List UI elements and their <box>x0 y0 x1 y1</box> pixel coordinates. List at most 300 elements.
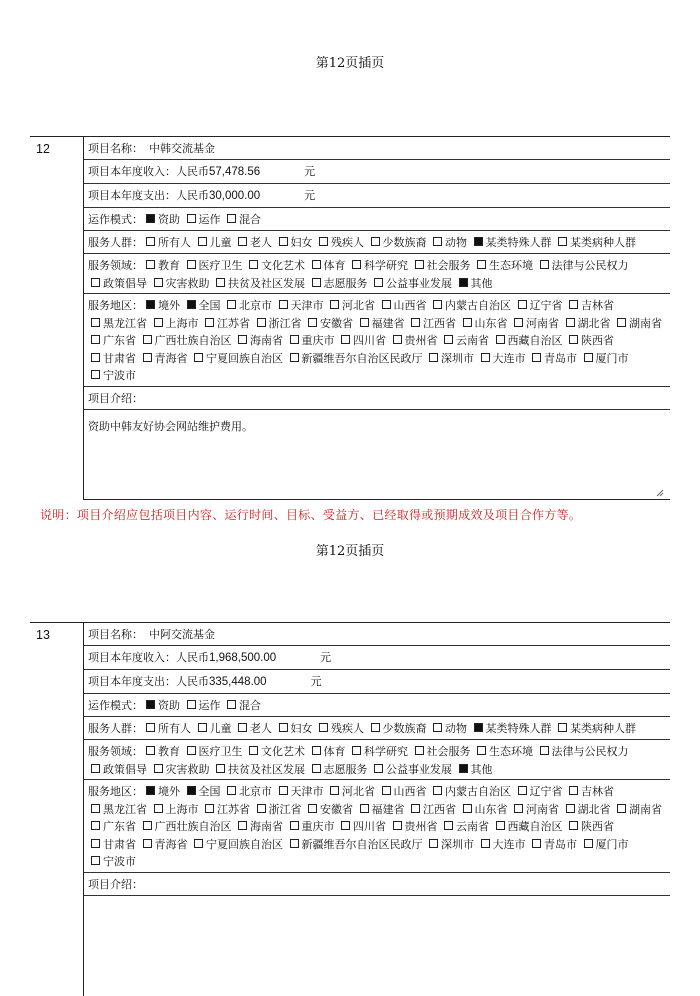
checkbox-icon[interactable] <box>290 839 299 848</box>
checkbox-icon[interactable] <box>227 214 236 223</box>
project-name[interactable]: 中阿交流基金 <box>149 628 215 641</box>
checkbox-icon[interactable] <box>227 700 236 709</box>
checkbox-icon[interactable] <box>91 353 100 362</box>
region-option[interactable] <box>511 803 559 816</box>
checkbox-icon[interactable] <box>444 335 453 344</box>
region-option[interactable] <box>478 838 526 851</box>
checkbox-icon[interactable] <box>477 746 486 755</box>
checkbox-checked-icon[interactable] <box>146 300 155 309</box>
region-option[interactable] <box>140 334 232 347</box>
checkbox-icon[interactable] <box>143 335 152 344</box>
group-option[interactable] <box>235 722 272 735</box>
checkbox-icon[interactable] <box>146 723 155 732</box>
checkbox-icon[interactable] <box>154 764 163 773</box>
group-option[interactable] <box>143 722 191 735</box>
checkbox-icon[interactable] <box>257 804 266 813</box>
region-option[interactable] <box>235 334 283 347</box>
option-label: 黑龙江省 <box>103 316 147 330</box>
checkbox-icon[interactable] <box>205 318 214 327</box>
option-label: 内蒙古自治区 <box>445 299 511 312</box>
region-option[interactable] <box>88 334 136 347</box>
group-option[interactable] <box>235 236 272 249</box>
checkbox-icon[interactable] <box>514 804 523 813</box>
region-option[interactable] <box>430 785 511 798</box>
checkbox-icon[interactable] <box>257 318 266 327</box>
field-option[interactable] <box>349 745 408 758</box>
checkbox-checked-icon[interactable] <box>187 786 196 795</box>
region-option[interactable] <box>184 299 221 312</box>
checkbox-icon[interactable] <box>540 260 549 269</box>
checkbox-icon[interactable] <box>330 300 339 309</box>
resize-handle-icon[interactable] <box>656 489 664 497</box>
region-option[interactable] <box>287 352 423 365</box>
region-option[interactable] <box>379 785 427 798</box>
field-option[interactable] <box>88 277 147 290</box>
checkbox-icon[interactable] <box>91 278 100 287</box>
checkbox-icon[interactable] <box>143 839 152 848</box>
option-label: 西藏自治区 <box>507 334 563 347</box>
mode-option[interactable] <box>143 699 180 712</box>
checkbox-icon[interactable] <box>341 335 350 344</box>
income-value[interactable]: 57,478.56 <box>209 166 261 178</box>
checkbox-icon[interactable] <box>584 353 593 362</box>
checkbox-icon[interactable] <box>312 764 321 773</box>
checkbox-icon[interactable] <box>198 723 207 732</box>
region-option[interactable] <box>184 785 221 798</box>
checkbox-icon[interactable] <box>91 839 100 848</box>
region-option[interactable] <box>235 820 283 833</box>
field-option[interactable] <box>412 745 471 758</box>
checkbox-icon[interactable] <box>496 821 505 830</box>
checkbox-icon[interactable] <box>194 353 203 362</box>
region-option[interactable] <box>566 334 614 347</box>
field-option[interactable] <box>474 259 533 272</box>
checkbox-icon[interactable] <box>308 804 317 813</box>
checkbox-icon[interactable] <box>290 821 299 830</box>
checkbox-icon[interactable] <box>433 786 442 795</box>
group-option[interactable] <box>368 236 427 249</box>
option-label: 资助 <box>158 213 180 226</box>
region-option[interactable] <box>287 838 423 851</box>
checkbox-icon[interactable] <box>360 318 369 327</box>
checkbox-checked-icon[interactable] <box>146 786 155 795</box>
region-option[interactable] <box>390 820 438 833</box>
region-option[interactable] <box>224 785 272 798</box>
checkbox-icon[interactable] <box>558 237 567 246</box>
checkbox-icon[interactable] <box>429 839 438 848</box>
group-option[interactable] <box>195 236 232 249</box>
checkbox-icon[interactable] <box>194 839 203 848</box>
checkbox-checked-icon[interactable] <box>187 300 196 309</box>
checkbox-icon[interactable] <box>569 300 578 309</box>
region-option[interactable] <box>566 820 614 833</box>
region-option[interactable] <box>254 317 302 330</box>
checkbox-icon[interactable] <box>146 237 155 246</box>
name-row <box>84 623 670 646</box>
checkbox-icon[interactable] <box>154 804 163 813</box>
region-option[interactable] <box>88 838 136 851</box>
region-option[interactable] <box>529 838 577 851</box>
checkbox-icon[interactable] <box>279 786 288 795</box>
checkbox-icon[interactable] <box>411 318 420 327</box>
checkbox-icon[interactable] <box>205 804 214 813</box>
option-label: 宁夏回族自治区 <box>206 837 283 851</box>
option-label: 妇女 <box>290 236 313 249</box>
checkbox-icon[interactable] <box>429 353 438 362</box>
checkbox-icon[interactable] <box>216 764 225 773</box>
checkbox-icon[interactable] <box>371 237 380 246</box>
checkbox-icon[interactable] <box>91 370 100 379</box>
field-option[interactable] <box>309 763 368 776</box>
checkbox-icon[interactable] <box>382 300 391 309</box>
option-label: 所有人 <box>158 722 191 735</box>
region-option[interactable] <box>581 352 629 365</box>
checkbox-icon[interactable] <box>558 723 567 732</box>
field-option[interactable] <box>474 745 533 758</box>
checkbox-icon[interactable] <box>532 353 541 362</box>
region-option[interactable] <box>151 317 199 330</box>
checkbox-icon[interactable] <box>463 318 472 327</box>
region-option[interactable] <box>305 317 353 330</box>
checkbox-icon[interactable] <box>143 821 152 830</box>
expense-value[interactable]: 335,448.00 <box>209 676 267 688</box>
checkbox-icon[interactable] <box>187 746 196 755</box>
option-label: 境外 <box>158 785 180 798</box>
group-option[interactable] <box>143 236 191 249</box>
checkbox-icon[interactable] <box>319 723 328 732</box>
checkbox-icon[interactable] <box>91 856 100 865</box>
checkbox-icon[interactable] <box>91 804 100 813</box>
field-option[interactable] <box>371 277 452 290</box>
checkbox-checked-icon[interactable] <box>474 723 483 732</box>
checkbox-icon[interactable] <box>433 300 442 309</box>
checkbox-icon[interactable] <box>91 335 100 344</box>
group-option[interactable] <box>430 236 467 249</box>
region-option[interactable] <box>515 785 563 798</box>
checkbox-icon[interactable] <box>569 821 578 830</box>
name-label: 项目名称： <box>88 142 143 155</box>
checkbox-icon[interactable] <box>312 278 321 287</box>
option-label: 青海省 <box>154 837 188 851</box>
checkbox-icon[interactable] <box>91 764 100 773</box>
checkbox-icon[interactable] <box>290 335 299 344</box>
region-option[interactable] <box>441 334 489 347</box>
option-label: 志愿服务 <box>323 276 368 290</box>
checkbox-icon[interactable] <box>433 237 442 246</box>
field-option[interactable] <box>456 763 493 776</box>
field-option[interactable] <box>309 277 368 290</box>
group-option[interactable] <box>471 236 552 249</box>
checkbox-icon[interactable] <box>143 353 152 362</box>
intro-textarea[interactable] <box>84 896 670 994</box>
option-label: 全国 <box>198 785 221 798</box>
checkbox-icon[interactable] <box>238 723 247 732</box>
checkbox-icon[interactable] <box>463 804 472 813</box>
checkbox-icon[interactable] <box>279 300 288 309</box>
field-option[interactable] <box>88 763 147 776</box>
option-label: 老人 <box>250 722 272 735</box>
field-option[interactable] <box>349 259 408 272</box>
checkbox-icon[interactable] <box>227 786 236 795</box>
region-option[interactable] <box>515 299 563 312</box>
expense-row <box>84 670 670 694</box>
checkbox-icon[interactable] <box>566 318 575 327</box>
region-option[interactable] <box>88 855 136 868</box>
checkbox-icon[interactable] <box>382 786 391 795</box>
option-label: 宁波市 <box>103 369 136 382</box>
region-option[interactable] <box>254 803 302 816</box>
region-option[interactable] <box>408 803 456 816</box>
group-option[interactable] <box>471 722 552 735</box>
field-option[interactable] <box>309 745 346 758</box>
income-value[interactable]: 1,968,500.00 <box>209 652 277 664</box>
region-option[interactable] <box>191 352 283 365</box>
checkbox-icon[interactable] <box>477 260 486 269</box>
checkbox-icon[interactable] <box>187 700 196 709</box>
checkbox-icon[interactable] <box>411 804 420 813</box>
checkbox-icon[interactable] <box>532 839 541 848</box>
region-option[interactable] <box>379 299 427 312</box>
checkbox-icon[interactable] <box>393 821 402 830</box>
group-option[interactable] <box>368 722 427 735</box>
field-option[interactable] <box>456 277 493 290</box>
checkbox-icon[interactable] <box>374 764 383 773</box>
region-option[interactable] <box>88 352 136 365</box>
checkbox-icon[interactable] <box>279 723 288 732</box>
checkbox-icon[interactable] <box>308 318 317 327</box>
group-option[interactable] <box>276 236 313 249</box>
checkbox-icon[interactable] <box>227 300 236 309</box>
mode-option[interactable] <box>143 213 180 226</box>
project-name[interactable]: 中韩交流基金 <box>149 142 215 155</box>
region-option[interactable] <box>140 352 188 365</box>
region-option[interactable] <box>529 352 577 365</box>
region-option[interactable] <box>478 352 526 365</box>
region-option[interactable] <box>357 317 405 330</box>
checkbox-icon[interactable] <box>330 786 339 795</box>
checkbox-icon[interactable] <box>146 746 155 755</box>
option-label: 北京市 <box>239 299 272 312</box>
option-label: 全国 <box>198 299 221 312</box>
checkbox-icon[interactable] <box>341 821 350 830</box>
checkbox-icon[interactable] <box>415 746 424 755</box>
checkbox-icon[interactable] <box>312 746 321 755</box>
checkbox-icon[interactable] <box>393 335 402 344</box>
region-option[interactable] <box>327 785 375 798</box>
region-option[interactable] <box>357 803 405 816</box>
checkbox-icon[interactable] <box>518 300 527 309</box>
option-label: 江苏省 <box>217 802 250 816</box>
checkbox-icon[interactable] <box>91 821 100 830</box>
option-label: 广东省 <box>103 334 136 347</box>
group-option[interactable] <box>316 722 364 735</box>
region-option[interactable] <box>202 317 250 330</box>
region-option[interactable] <box>327 299 375 312</box>
region-option[interactable] <box>151 803 199 816</box>
checkbox-icon[interactable] <box>569 335 578 344</box>
region-option[interactable] <box>460 803 508 816</box>
region-option[interactable] <box>338 820 386 833</box>
checkbox-icon[interactable] <box>198 237 207 246</box>
checkbox-checked-icon[interactable] <box>146 214 155 223</box>
mode-option[interactable] <box>184 699 221 712</box>
checkbox-icon[interactable] <box>154 318 163 327</box>
checkbox-icon[interactable] <box>238 237 247 246</box>
region-option[interactable] <box>143 785 180 798</box>
region-option[interactable] <box>581 838 629 851</box>
checkbox-icon[interactable] <box>352 260 361 269</box>
checkbox-icon[interactable] <box>540 746 549 755</box>
option-label: 四川省 <box>353 334 386 347</box>
region-option[interactable] <box>566 785 614 798</box>
intro-text: 资助中韩友好协会网站维护费用。 <box>88 419 253 433</box>
checkbox-icon[interactable] <box>481 353 490 362</box>
checkbox-checked-icon[interactable] <box>146 700 155 709</box>
region-option[interactable] <box>140 820 232 833</box>
region-option[interactable] <box>460 317 508 330</box>
field-option[interactable] <box>213 277 305 290</box>
region-option[interactable] <box>426 352 474 365</box>
group-option[interactable] <box>555 236 636 249</box>
option-label: 海南省 <box>250 820 283 833</box>
checkbox-icon[interactable] <box>91 318 100 327</box>
region-option[interactable] <box>88 820 136 833</box>
region-option[interactable] <box>287 820 335 833</box>
group-option[interactable] <box>316 236 364 249</box>
intro-label-row <box>84 387 670 410</box>
region-option[interactable] <box>338 334 386 347</box>
checkbox-icon[interactable] <box>496 335 505 344</box>
region-option[interactable] <box>493 820 563 833</box>
option-label: 动物 <box>445 722 467 735</box>
checkbox-checked-icon[interactable] <box>474 237 483 246</box>
checkbox-icon[interactable] <box>371 723 380 732</box>
checkbox-icon[interactable] <box>187 260 196 269</box>
checkbox-icon[interactable] <box>481 839 490 848</box>
checkbox-icon[interactable] <box>514 318 523 327</box>
option-label: 北京市 <box>239 785 272 798</box>
region-option[interactable] <box>143 299 180 312</box>
option-label: 宁夏回族自治区 <box>206 351 283 365</box>
field-option[interactable] <box>143 745 180 758</box>
field-option[interactable] <box>371 763 452 776</box>
checkbox-icon[interactable] <box>415 260 424 269</box>
expense-value[interactable]: 30,000.00 <box>209 190 261 202</box>
checkbox-icon[interactable] <box>146 260 155 269</box>
checkbox-icon[interactable] <box>444 821 453 830</box>
checkbox-icon[interactable] <box>352 746 361 755</box>
region-option[interactable] <box>88 803 147 816</box>
checkbox-icon[interactable] <box>238 821 247 830</box>
region-option[interactable] <box>191 838 283 851</box>
checkbox-icon[interactable] <box>569 786 578 795</box>
region-option[interactable] <box>511 317 559 330</box>
region-option[interactable] <box>614 317 662 330</box>
region-option[interactable] <box>563 803 611 816</box>
checkbox-icon[interactable] <box>566 804 575 813</box>
intro-textarea[interactable] <box>84 410 670 498</box>
field-option[interactable] <box>537 745 629 758</box>
region-option[interactable] <box>408 317 456 330</box>
income-row <box>84 160 670 184</box>
region-option[interactable] <box>305 803 353 816</box>
checkbox-icon[interactable] <box>249 260 258 269</box>
option-label: 广东省 <box>103 820 136 833</box>
region-option[interactable] <box>88 317 147 330</box>
checkbox-icon[interactable] <box>216 278 225 287</box>
region-option[interactable] <box>493 334 563 347</box>
field-option[interactable] <box>412 259 471 272</box>
project-number: 13 <box>30 623 84 996</box>
region-option[interactable] <box>563 317 611 330</box>
region-option[interactable] <box>276 299 324 312</box>
group-option[interactable] <box>555 722 636 735</box>
field-option[interactable] <box>143 259 180 272</box>
checkbox-icon[interactable] <box>584 839 593 848</box>
checkbox-icon[interactable] <box>187 214 196 223</box>
region-option[interactable] <box>426 838 474 851</box>
group-option[interactable] <box>195 722 232 735</box>
region-option[interactable] <box>441 820 489 833</box>
mode-option[interactable] <box>224 699 261 712</box>
checkbox-icon[interactable] <box>518 786 527 795</box>
option-label: 上海市 <box>165 802 199 816</box>
checkbox-checked-icon[interactable] <box>459 764 468 773</box>
checkbox-icon[interactable] <box>433 723 442 732</box>
field-option[interactable] <box>246 259 305 272</box>
region-option[interactable] <box>430 299 511 312</box>
field-option[interactable] <box>537 259 629 272</box>
group-option[interactable] <box>430 722 467 735</box>
checkbox-icon[interactable] <box>238 335 247 344</box>
region-option[interactable] <box>390 334 438 347</box>
option-label: 四川省 <box>353 820 386 833</box>
field-option[interactable] <box>246 745 305 758</box>
field-option[interactable] <box>184 259 243 272</box>
option-label: 重庆市 <box>301 334 335 347</box>
group-option[interactable] <box>276 722 313 735</box>
mode-option[interactable] <box>224 213 261 226</box>
region-option[interactable] <box>224 299 272 312</box>
checkbox-icon[interactable] <box>360 804 369 813</box>
checkbox-icon[interactable] <box>617 804 626 813</box>
region-option[interactable] <box>88 369 136 382</box>
checkbox-icon[interactable] <box>249 746 258 755</box>
checkbox-icon[interactable] <box>154 278 163 287</box>
checkbox-icon[interactable] <box>319 237 328 246</box>
option-label: 山东省 <box>474 802 508 816</box>
checkbox-icon[interactable] <box>312 260 321 269</box>
region-option[interactable] <box>566 299 614 312</box>
field-option[interactable] <box>184 745 243 758</box>
checkbox-icon[interactable] <box>279 237 288 246</box>
field-option[interactable] <box>151 277 210 290</box>
field-option[interactable] <box>151 763 210 776</box>
field-option[interactable] <box>309 259 346 272</box>
region-option[interactable] <box>287 334 335 347</box>
option-label: 浙江省 <box>268 802 302 816</box>
checkbox-checked-icon[interactable] <box>459 278 468 287</box>
region-option[interactable] <box>276 785 324 798</box>
region-option[interactable] <box>140 838 188 851</box>
region-option[interactable] <box>202 803 250 816</box>
checkbox-icon[interactable] <box>290 353 299 362</box>
checkbox-icon[interactable] <box>617 318 626 327</box>
mode-option[interactable] <box>184 213 221 226</box>
field-option[interactable] <box>213 763 305 776</box>
region-option[interactable] <box>614 803 662 816</box>
checkbox-icon[interactable] <box>374 278 383 287</box>
